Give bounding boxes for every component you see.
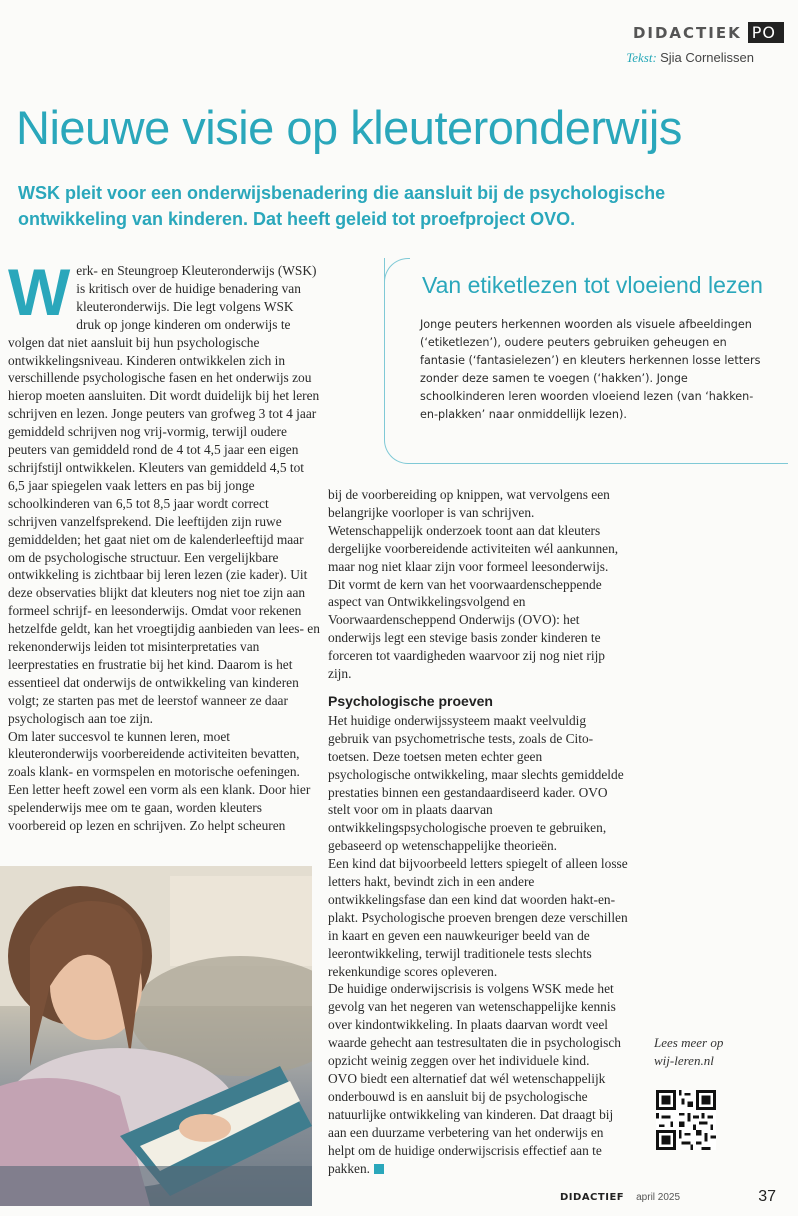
qr-code-icon[interactable] xyxy=(656,1090,716,1150)
article-subtitle: WSK pleit voor een onderwijsbenadering die aansluit bij de psychologische ontwikkeling van kinderen. Dat heeft geleid tot proefproject OVO. xyxy=(18,183,666,229)
paragraph: Wetenschappelijk onderzoek toont aan dat kleuters dergelijke voorbereidende activiteiten wél aankunnen, maar nog niet klaar zijn voor formeel leesonderwijs. Dit vormt de kern van het voorwaardenscheppende aspect van Ontwikkelingsvolgend en Voorwaardenscheppend Onderwijs (OVO): het onderwijs legt een stevige basis zonder kinderen te forceren tot vaardigheden waarvoor zij nog niet rijp zijn. xyxy=(328,522,619,682)
article-photo xyxy=(0,866,312,1206)
paragraph: bij de voorbereiding op knippen, wat vervolgens een belangrijke voorloper is van schrijven. xyxy=(328,487,610,520)
section-tag: PO xyxy=(748,22,784,43)
end-mark xyxy=(374,1164,384,1174)
page-number: 37 xyxy=(758,1188,776,1205)
paragraph: Een letter heeft zowel een vorm als een klank. Door hier spelenderwijs mee om te gaan, worden kleuters voorbereid op lezen en schrijven. Zo helpt scheuren xyxy=(8,782,311,834)
column-1 xyxy=(8,255,320,835)
footer xyxy=(560,1192,680,1203)
child-reading-illustration xyxy=(0,866,312,1206)
paragraph: Om later succesvol te kunnen leren, moet kleuteronderwijs voorbereidende activiteiten bevatten, zoals klank- en vormspelen en motorische oefeningen. xyxy=(8,728,300,780)
read-more-link[interactable]: wij-leren.nl xyxy=(654,1053,714,1068)
column-2 xyxy=(328,486,628,1177)
paragraph: Het huidige onderwijssysteem maakt veelvuldig gebruik van psychometrische tests, zoals de Cito-toetsen. Deze toetsen meten echter geen psychologische ontwikkeling, maar slechts gemiddelde prestaties binnen een gestandaardiseerd kader. OVO stelt voor om in plaats daarvan ontwikkelingspsychologische proeven te gebruiken, gebaseerd op wetenschappelijke theorieën. xyxy=(328,712,624,854)
read-more-note xyxy=(654,1034,723,1070)
section-label: DIDACTIEK xyxy=(632,23,742,42)
paragraph: Werk- en Steungroep Kleuteronderwijs (WSK) is kritisch over de huidige benadering van kleuteronderwijs. Die legt volgens WSK druk op jonge kinderen om onderwijs te volgen dat niet aansluit bij hun psychologische ontwikkelingsniveau. Kinderen ontwikkelen zich in verschillende psychologische fasen en het onderwijs zou hierop moeten aansluiten. Dit wordt duidelijk bij het leren schrijven en lezen. Jonge peuters van grofweg 3 tot 4 jaar gemiddeld schrijven nog vrij-vormig, terwijl oudere peuters van gemiddeld rond de 4 tot 4,5 jaar een eigen schrijfstijl ontwikkelen. Kleuters van gemiddeld 4,5 tot 6,5 jaar spiegelen vaak letters en pas bij jonge schoolkinderen van 6,5 tot 8,5 jaar wordt correct schrijven vanzelfsprekend. Die leeftijden zijn ruwe gemiddelden; het gaat niet om de kalenderleeftijd maar om de psychologische structuur. Een vergelijkbare ontwikkeling is zichtbaar bij leren lezen (zie kader). Uit deze observaties blijkt dat kleuters nog niet toe zijn aan formeel schrijf- en leesonderwijs. Omdat voor rekenen hetzelfde geldt, kan het vroegtijdig aanbieden van lees- en rekenonderwijs leiden tot misinterpretaties van leerprestaties en frustratie bij het kind. Daarom is het essentieel dat onderwijs de ontwikkeling van kinderen volgt; ze starten pas met de leerstof wanneer ze daar psychologisch aan toe zijn. xyxy=(8,255,320,726)
footer-brand: DIDACTIEF xyxy=(560,1192,625,1203)
read-more-line: Lees meer op xyxy=(654,1035,724,1050)
section-header xyxy=(633,22,784,43)
dropcap: W xyxy=(8,255,71,329)
paragraph: OVO biedt een alternatief dat wél wetenschappelijk onderbouwd is en aansluit bij de psychologische natuurlijke ontwikkeling van kinderen. Dat draagt bij aan een duurzame verbetering van het onderwijs en helpt om de huidige onderwijscrisis effectief aan te pakken. xyxy=(328,1071,614,1176)
byline-author: Sjia Cornelissen xyxy=(660,50,754,65)
byline-label: Tekst: xyxy=(626,50,657,65)
byline xyxy=(626,50,754,66)
section-heading: Psychologische proeven xyxy=(328,692,493,709)
kader-title: Van etiketlezen tot vloeiend lezen xyxy=(422,272,763,298)
paragraph: De huidige onderwijscrisis is volgens WSK mede het gevolg van het negeren van wetenschappelijke kennis over kindontwikkeling. In plaats daarvan wordt veel waarde gehecht aan testresultaten die in psychologisch opzicht weinig zeggen over het individuele kind. xyxy=(328,981,621,1069)
article-title: Nieuwe visie op kleuteronderwijs xyxy=(16,101,682,154)
kader-text: Jonge peuters herkennen woorden als visuele afbeeldingen (‘etiketlezen’), oudere peuters gebruiken geheugen en fantasie (‘fantasielezen’) en kleuters herkennen losse letters zonder deze samen te voegen (‘hakken’). Jonge schoolkinderen leren woorden vloeiend lezen (van ‘hakken-en-plakken’ naar onmiddellijk lezen). xyxy=(420,318,761,421)
footer-date: april 2025 xyxy=(636,1192,681,1203)
paragraph: Een kind dat bijvoorbeeld letters spiegelt of alleen losse letters hakt, bevindt zich in een andere ontwikkelingsfase dan een kind dat woorden hakt-en-plakt. Psychologische proeven brengen deze verschillen in kaart en geven een nauwkeuriger beeld van de leerontwikkeling, terwijl traditionele tests slechts rekenkundige scores opleveren. xyxy=(328,856,628,979)
